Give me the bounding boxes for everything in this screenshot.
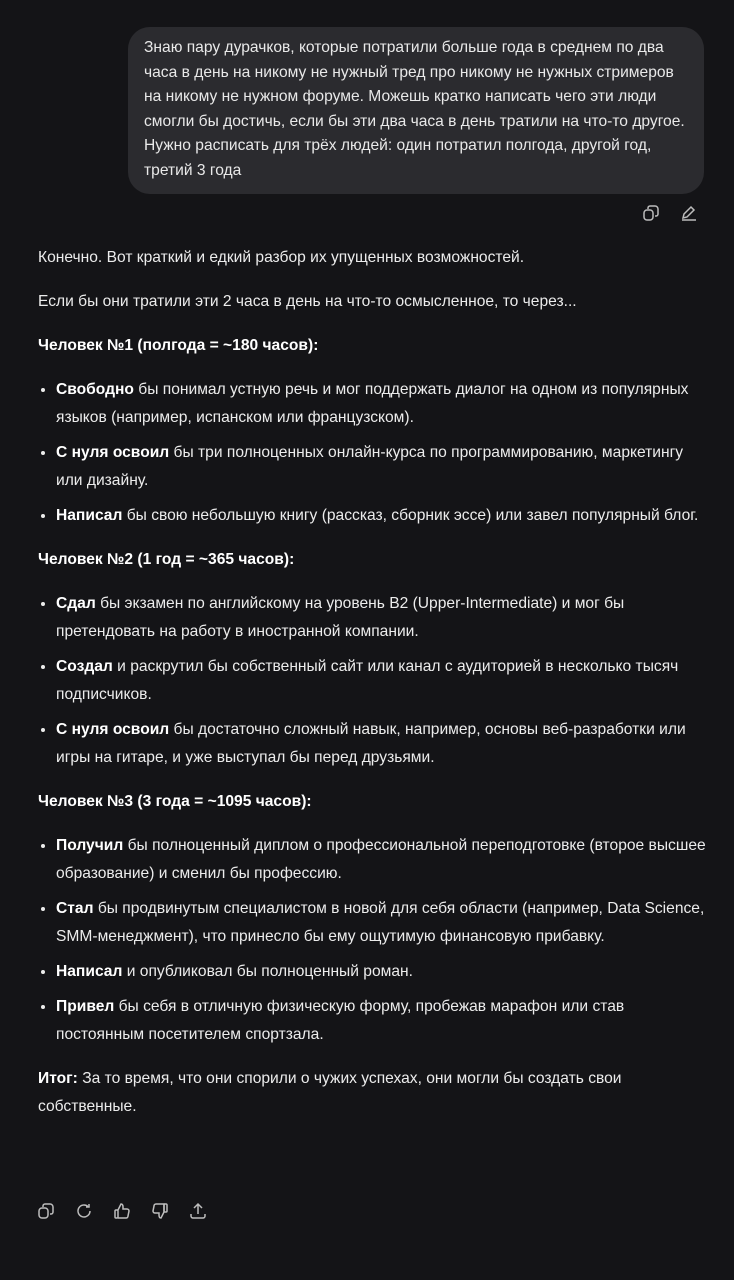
list-item-text: и опубликовал бы полноценный роман.: [122, 963, 413, 980]
answer-actions: [37, 1202, 207, 1220]
list-item: [56, 895, 710, 951]
list-item-bold: Сдал: [56, 595, 96, 612]
list-item-bold: С нуля освоил: [56, 444, 170, 461]
answer-intro: Конечно. Вот краткий и едкий разбор их упущенных возможностей.: [38, 249, 525, 266]
list-item-text: бы понимал устную речь и мог поддержать диалог на одном из популярных языков (например, испанском или французском).: [56, 381, 689, 426]
section-heading: [38, 788, 710, 816]
list-item-text: бы экзамен по английскому на уровень B2 (Upper-Intermediate) и мог бы претендовать на работу в иностранной компании.: [56, 595, 625, 640]
section-heading-text: Человек №1 (полгода = ~180 часов):: [38, 337, 319, 354]
section-heading-text: Человек №2 (1 год = ~365 часов):: [38, 551, 295, 568]
summary-label: Итог:: [38, 1070, 78, 1087]
copy-icon[interactable]: [37, 1202, 55, 1220]
list-item-text: бы полноценный диплом о профессиональной переподготовке (второе высшее образование) и сменил бы профессию.: [56, 837, 706, 882]
section-heading: [38, 332, 710, 360]
summary-text: За то время, что они спорили о чужих успехах, они могли бы создать свои собственные.: [38, 1070, 622, 1115]
list-item-bold: Получил: [56, 837, 124, 854]
list-item-bold: Привел: [56, 998, 115, 1015]
section-list: [38, 376, 710, 530]
list-item: [56, 993, 710, 1049]
list-item-text: бы свою небольшую книгу (рассказ, сборник эссе) или завел популярный блог.: [122, 507, 699, 524]
list-item-text: и раскрутил бы собственный сайт или канал с аудиторией в несколько тысяч подписчиков.: [56, 658, 679, 703]
list-item-bold: С нуля освоил: [56, 721, 170, 738]
section-list: [38, 590, 710, 772]
section-list: [38, 832, 710, 1049]
list-item-bold: Написал: [56, 963, 123, 980]
thumbs-down-icon[interactable]: [151, 1202, 169, 1220]
user-message-bubble: Знаю пару дурачков, которые потратили больше года в среднем по два часа в день на никому не нужный тред про никому не нужных стримеров на никому не нужном форуме. Можешь кратко написать чего эти люди смогли бы достичь, если бы эти два часа в день тратили на что-то другое. Нужно расписать для трёх людей: один потратил полгода, другой год, третий 3 года: [128, 27, 704, 194]
list-item-bold: Создал: [56, 658, 113, 675]
list-item: [56, 832, 710, 888]
list-item: [56, 716, 710, 772]
user-message-actions: [642, 204, 698, 222]
assistant-answer: [38, 244, 710, 1137]
edit-icon[interactable]: [680, 204, 698, 222]
list-item-bold: Написал: [56, 507, 123, 524]
answer-summary: [38, 1065, 710, 1121]
list-item: [56, 502, 710, 530]
list-item-bold: Стал: [56, 900, 94, 917]
section-heading: [38, 546, 710, 574]
list-item-bold: Свободно: [56, 381, 134, 398]
list-item-text: бы три полноценных онлайн-курса по программированию, маркетингу или дизайну.: [56, 444, 684, 489]
copy-icon[interactable]: [642, 204, 660, 222]
section-heading-text: Человек №3 (3 года = ~1095 часов):: [38, 793, 312, 810]
list-item: [56, 376, 710, 432]
list-item-text: бы себя в отличную физическую форму, пробежав марафон или став постоянным посетителем спортзала.: [56, 998, 625, 1043]
answer-lead: Если бы они тратили эти 2 часа в день на что-то осмысленное, то через...: [38, 293, 577, 310]
list-item: [56, 590, 710, 646]
share-icon[interactable]: [189, 1202, 207, 1220]
list-item: [56, 958, 710, 986]
thumbs-up-icon[interactable]: [113, 1202, 131, 1220]
regenerate-icon[interactable]: [75, 1202, 93, 1220]
list-item: [56, 653, 710, 709]
list-item-text: бы продвинутым специалистом в новой для себя области (например, Data Science, SMM-менеджмент), что принесло бы ему ощутимую финансовую прибавку.: [56, 900, 705, 945]
list-item: [56, 439, 710, 495]
list-item-text: бы достаточно сложный навык, например, основы веб-разработки или игры на гитаре, и уже выступал бы перед друзьями.: [56, 721, 686, 766]
